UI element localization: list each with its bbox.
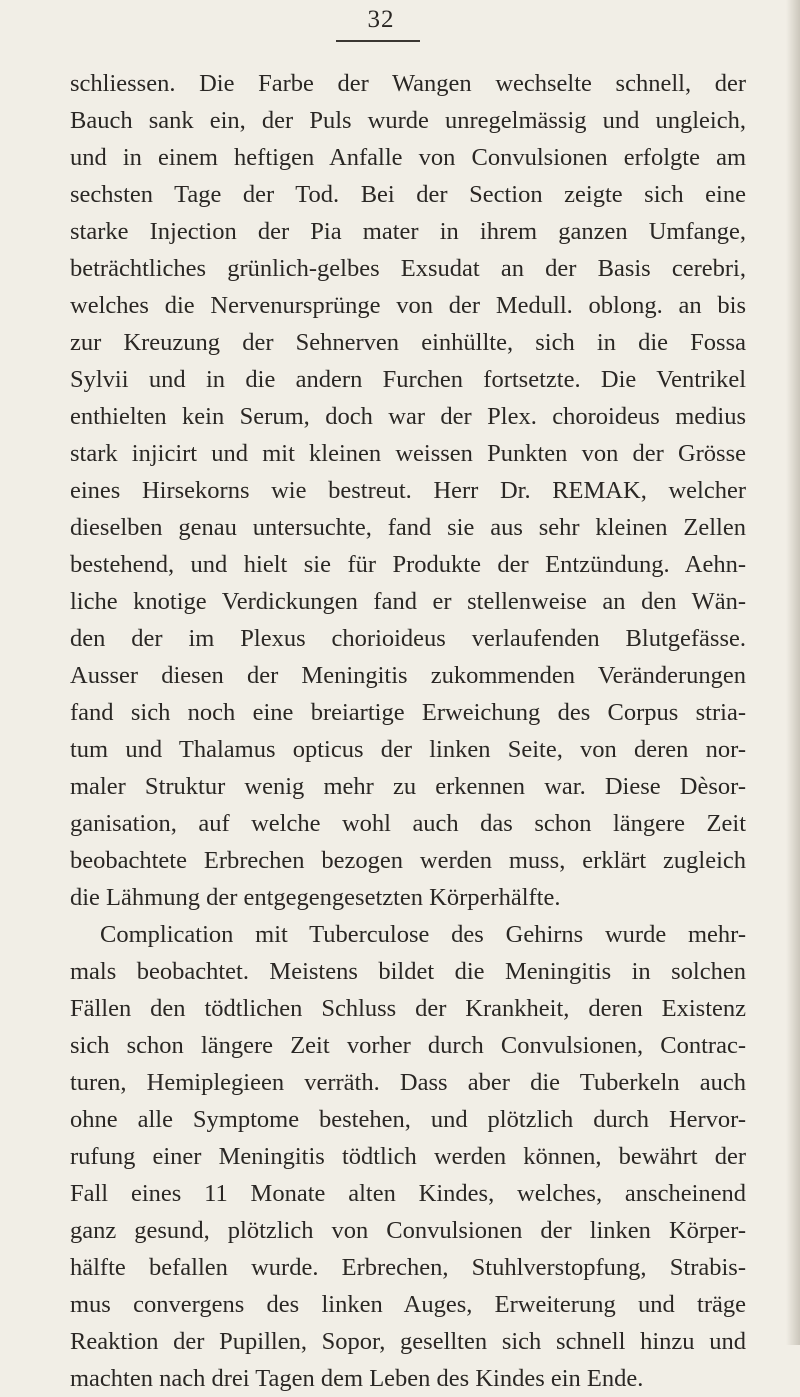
text-line: stark injicirt und mit kleinen weissen Punkten von der Grösse (70, 440, 746, 467)
page-edge-shadow (786, 0, 800, 1345)
text-line: Complication mit Tuberculose des Gehirns wurde mehr- (100, 921, 746, 948)
text-line: fand sich noch eine breiartige Erweichung des Corpus stria- (70, 699, 746, 726)
text-line: hälfte befallen wurde. Erbrechen, Stuhlverstopfung, Strabis- (70, 1254, 746, 1281)
page-number: 32 (367, 6, 395, 33)
text-line: enthielten kein Serum, doch war der Plex. choroideus medius (70, 403, 746, 430)
text-line: Ausser diesen der Meningitis zukommenden Veränderungen (70, 662, 746, 689)
text-line: Bauch sank ein, der Puls wurde unregelmässig und ungleich, (70, 107, 746, 134)
text-line: und in einem heftigen Anfalle von Convulsionen erfolgte am (70, 144, 746, 171)
text-line: die Lähmung der entgegengesetzten Körperhälfte. (70, 884, 561, 911)
text-line: tum und Thalamus opticus der linken Seite, von deren nor- (70, 736, 746, 763)
text-line: bestehend, und hielt sie für Produkte der Entzündung. Aehn- (70, 551, 746, 578)
text-line: mus convergens des linken Auges, Erweiterung und träge (70, 1291, 746, 1318)
text-line: beträchtliches grünlich-gelbes Exsudat an der Basis cerebri, (70, 255, 746, 282)
text-line: machten nach drei Tagen dem Leben des Kindes ein Ende. (70, 1365, 644, 1392)
text-line: schliessen. Die Farbe der Wangen wechselte schnell, der (70, 70, 746, 97)
text-line: ganisation, auf welche wohl auch das schon längere Zeit (70, 810, 746, 837)
text-line: welches die Nervenursprünge von der Medull. oblong. an bis (70, 292, 746, 319)
text-line: sich schon längere Zeit vorher durch Convulsionen, Contrac- (70, 1032, 746, 1059)
text-line: turen, Hemiplegieen verräth. Dass aber die Tuberkeln auch (70, 1069, 746, 1096)
text-line: ohne alle Symptome bestehen, und plötzlich durch Hervor- (70, 1106, 746, 1133)
text-line: Fällen den tödtlichen Schluss der Krankheit, deren Existenz (70, 995, 746, 1022)
text-line: starke Injection der Pia mater in ihrem ganzen Umfange, (70, 218, 746, 245)
page-number-underline (336, 40, 420, 42)
text-line: sechsten Tage der Tod. Bei der Section zeigte sich eine (70, 181, 746, 208)
text-line: beobachtete Erbrechen bezogen werden muss, erklärt zugleich (70, 847, 746, 874)
text-line: Sylvii und in die andern Furchen fortsetzte. Die Ventrikel (70, 366, 746, 393)
text-line: ganz gesund, plötzlich von Convulsionen der linken Körper- (70, 1217, 746, 1244)
text-line: dieselben genau untersuchte, fand sie aus sehr kleinen Zellen (70, 514, 746, 541)
text-line: Reaktion der Pupillen, Sopor, gesellten sich schnell hinzu und (70, 1328, 746, 1355)
text-line: Fall eines 11 Monate alten Kindes, welches, anscheinend (70, 1180, 746, 1207)
text-line: den der im Plexus chorioideus verlaufenden Blutgefässe. (70, 625, 746, 652)
text-line: maler Struktur wenig mehr zu erkennen war. Diese Dèsor- (70, 773, 746, 800)
body-text (70, 65, 746, 1397)
text-line: mals beobachtet. Meistens bildet die Meningitis in solchen (70, 958, 746, 985)
text-line: liche knotige Verdickungen fand er stellenweise an den Wän- (70, 588, 746, 615)
text-line: zur Kreuzung der Sehnerven einhüllte, sich in die Fossa (70, 329, 746, 356)
text-line: rufung einer Meningitis tödtlich werden können, bewährt der (70, 1143, 746, 1170)
text-line: eines Hirsekorns wie bestreut. Herr Dr. REMAK, welcher (70, 477, 746, 504)
